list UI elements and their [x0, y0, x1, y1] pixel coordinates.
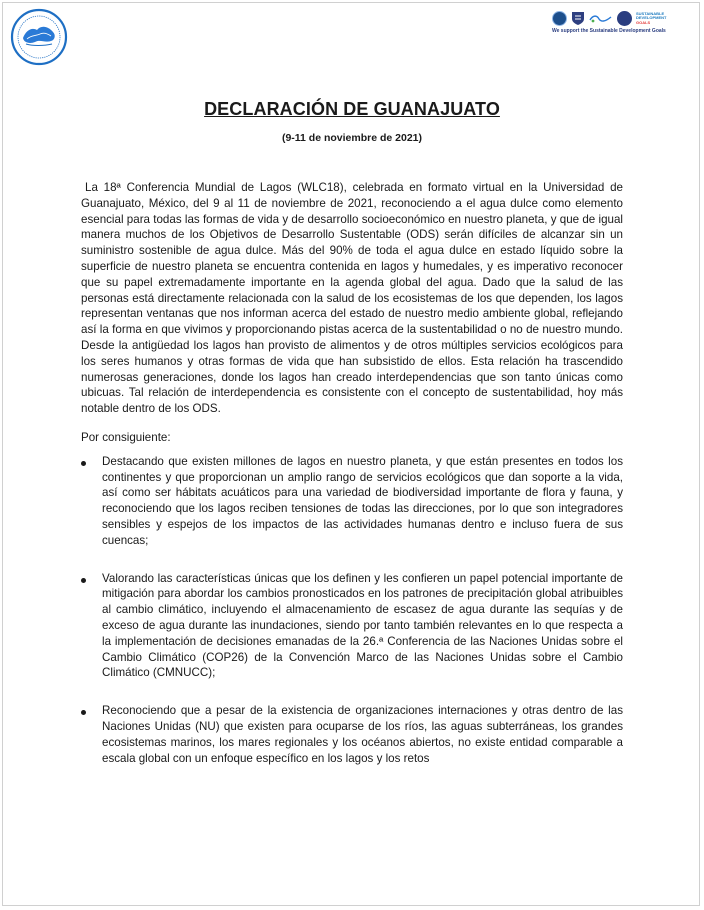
sponsor-3-icon [589, 13, 613, 24]
university-shield-icon [571, 11, 585, 26]
wlc18-logo-icon [10, 8, 68, 66]
list-item [81, 571, 623, 682]
list-item [81, 454, 623, 549]
document-subtitle: (9-11 de noviembre de 2021) [281, 132, 423, 144]
document-body [81, 180, 623, 788]
sponsor-4-icon [617, 11, 632, 26]
bullet-text: Reconociendo que a pesar de la existencia de organizaciones internaciones y otras dentro de las Naciones Unidas (NU) que existen para ocuparse de los ríos, las aguas subterráneas, los grandes ecosistemas marinos, los mares regionales y los océanos abiertos, no existe entidad comparable a escala global con un enfoque específico en los lagos y los retos [102, 704, 623, 765]
sdg-logo: SUSTAINABLE DEVELOPMENT GOALS [636, 10, 667, 25]
bullet-dot-icon [81, 578, 86, 583]
list-item [81, 703, 623, 766]
sdg-tagline: We support the Sustainable Development Goals [552, 28, 666, 34]
intro-paragraph: La 18ª Conferencia Mundial de Lagos (WLC18), celebrada en formato virtual en la Universidad de Guanajuato, México, del 9 al 11 de noviembre de 2021, reconociendo a el agua dulce como elemento esencial para todas las formas de vida y de desarrollo socioeconómico en nuestro planeta, y que de igual manera muchos de los Objetivos de Desarrollo Sustentable (ODS) serán difíciles de alcanzar sin un suministro sostenible de agua dulce. Más del 90% de toda el agua dulce en estado líquido sobre la superficie de nuestro planeta se encuentra contenida en lagos y humedales, y es imperativo reconocer que su papel extremadamente importante en la agenda global del agua. Dado que la salud de las personas está directamente relacionada con la salud de los ecosistemas de los que dependen, los lagos representan ventanas que nos informan acerca del estado de nuestro medio ambiente global, reflejando así la forma en que vivimos y proporcionando pistas acerca de la sustentabilidad o no de nuestro mundo. Desde la antigüedad los lagos han provisto de alimentos y de otros múltiples servicios ecológicos para los seres humanos y otras formas de vida que han subsistido de ellos. Esta relación ha trascendido numerosas generaciones, donde los lagos han creado interdependencias que son tanto únicas como ubicuas. Tal relación de interdependencia es consistente con el concepto de sustentabilidad, hoy más notable dentro de los ODS. [81, 181, 623, 416]
sponsor-logos [552, 10, 682, 36]
bullet-dot-icon [81, 710, 86, 715]
bullet-text: Valorando las características únicas que los definen y les confieren un papel potencial importante de mitigación para abordar los cambios pronosticados en los patrones de precipitación global atribuibles al cambio climático, incluyendo el almacenamiento de escasez de agua durante las sequías y de exceso de agua durante las inundaciones, siendo por tanto también relevantes en lo que respecta a la implementación de decisiones emanadas de la 26.ª Conferencia de las Naciones Unidas sobre el Cambio Climático (COP26) de la Convención Marco de las Naciones Unidas sobre el Cambio Climático (CMNUCC); [102, 571, 623, 680]
bullet-dot-icon [81, 461, 86, 466]
bullet-list [81, 454, 623, 767]
bullet-text: Destacando que existen millones de lagos en nuestro planeta, y que están presentes en todos los continentes y que proporcionan un amplio rango de servicios ecológicos que dan soporte a la vida, así como ser hábitats acuáticos para una variedad de biodiversidad importante de flora y fauna, y reconociendo que los lagos reciben tensiones de todas las direcciones, por lo que son integradores sensibles y espejos de los impactos de las actividades humanas dentro e incluso fuera de sus cuencas; [102, 454, 623, 547]
document-title: DECLARACIÓN DE GUANAJUATO [204, 99, 500, 119]
lead-text: Por consiguiente: [81, 430, 171, 444]
sponsor-1-icon [552, 11, 567, 26]
